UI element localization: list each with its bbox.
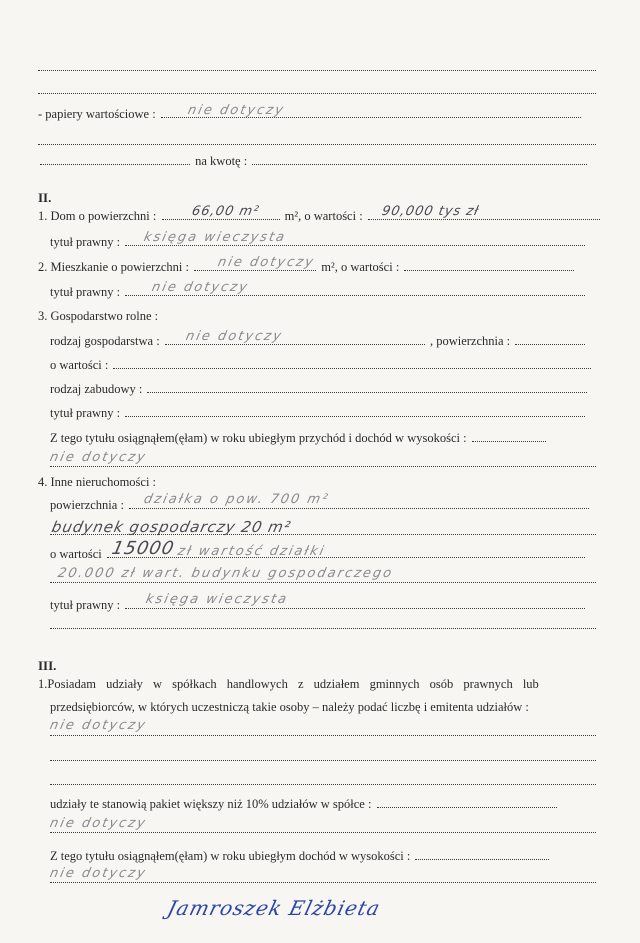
udzialy-line-1 (38, 676, 539, 692)
tytul-label: tytuł prawny : (50, 406, 121, 420)
udzialy-label-1: 1.Posiadam udziały w spółkach handlowych z udziałem gminnych osób prawnych lub (38, 677, 539, 691)
mieszkanie-tytul-line (50, 284, 587, 300)
mieszkanie-wartosc-label: m², o wartości : (321, 260, 400, 274)
inne-pow-value-2: budynek gospodarczy 20 m² (50, 518, 293, 536)
tytul-label: tytuł prawny : (50, 598, 121, 612)
dom-area-value: 66,00 m² (190, 204, 261, 219)
dotted-line (38, 70, 596, 71)
rodzaj-gosp-line (50, 333, 587, 349)
section-ii-heading: II. (38, 190, 52, 205)
dotted-line (50, 582, 596, 583)
gosp-dochod-value: nie dotyczy (48, 450, 149, 465)
dom-wartosc-label: m², o wartości : (284, 209, 363, 223)
inne-wartosc-value-1: zł wartość działki (176, 544, 327, 559)
na-kwote-line (38, 153, 589, 169)
inne-tytul-line (50, 597, 587, 613)
dotted-line (50, 628, 596, 629)
gospodarstwo-line (38, 308, 158, 324)
mieszkanie-area-value: nie dotyczy (216, 255, 317, 270)
dotted-line (50, 735, 596, 736)
dom-tytul-line (50, 234, 587, 250)
papiery-value: nie dotyczy (186, 103, 287, 118)
section-iii-heading: III. (38, 658, 57, 673)
na-kwote-label: na kwotę : (195, 154, 248, 168)
dom-line (38, 208, 602, 224)
dochod-value: nie dotyczy (48, 866, 149, 881)
dotted-line (50, 882, 596, 883)
pakiet-label: udziały te stanowią pakiet większy niż 10% udziałów w spółce : (50, 797, 372, 811)
rodzaj-zabud-line (50, 381, 589, 397)
mieszkanie-tytul-value: nie dotyczy (150, 280, 251, 295)
pakiet-line (50, 796, 559, 812)
dotted-line (50, 760, 596, 761)
tytul-label: tytuł prawny : (50, 285, 121, 299)
z-tego-przychod-label: Z tego tytułu osiągnąłem(ęłam) w roku ubiegłym przychód i dochód w wysokości : (50, 431, 467, 445)
dom-tytul-value: księga wieczysta (142, 230, 288, 245)
rodzaj-zabud-label: rodzaj zabudowy : (50, 382, 143, 396)
inne-wartosc-number: 15000 (109, 538, 177, 559)
signature: Jamroszek Elżbieta (165, 896, 384, 920)
inne-line (38, 474, 156, 490)
inne-label: 4. Inne nieruchomości : (38, 475, 157, 489)
papiery-line (38, 106, 583, 122)
dotted-line (50, 784, 596, 785)
dom-value-amount: 90,000 tys zł (380, 204, 481, 219)
powierzchnia-label: , powierzchnia : (429, 334, 511, 348)
tytul-label: tytuł prawny : (50, 235, 121, 249)
rodzaj-gosp-label: rodzaj gospodarstwa : (50, 334, 160, 348)
gospodarstwo-label: 3. Gospodarstwo rolne : (38, 309, 159, 323)
mieszkanie-label: 2. Mieszkanie o powierzchni : (38, 260, 189, 274)
inne-o-wartosci-label: o wartości (50, 547, 102, 561)
gosp-przychod-line (50, 430, 548, 446)
o-wartosci-label: o wartości : (50, 358, 109, 372)
udzialy-line-2 (50, 699, 529, 715)
papiery-label: - papiery wartościowe : (38, 107, 156, 121)
pakiet-value: nie dotyczy (48, 816, 149, 831)
dom-label: 1. Dom o powierzchni : (38, 209, 157, 223)
dochod-line (50, 848, 551, 864)
udzialy-value: nie dotyczy (48, 718, 149, 733)
inne-powierzchnia-label: powierzchnia : (50, 498, 124, 512)
dotted-line (50, 832, 596, 833)
z-tego-dochod-label: Z tego tytułu osiągnąłem(ęłam) w roku ubiegłym dochód w wysokości : (50, 849, 411, 863)
gosp-wartosc-line (50, 357, 593, 373)
inne-pow-value-1: działka o pow. 700 m² (142, 492, 331, 507)
dotted-line (38, 93, 596, 94)
udzialy-label-2: przedsiębiorców, w których uczestniczą takie osoby – należy podać liczbę i emitenta udziałów : (50, 700, 529, 714)
inne-wartosc-value-2: 20.000 zł wart. budynku gospodarczego (56, 566, 395, 581)
inne-tytul-value: księga wieczysta (144, 592, 290, 607)
gosp-rodzaj-value: nie dotyczy (184, 329, 285, 344)
dotted-line (50, 466, 596, 467)
dotted-line (38, 144, 596, 145)
gosp-tytul-line (50, 405, 587, 421)
